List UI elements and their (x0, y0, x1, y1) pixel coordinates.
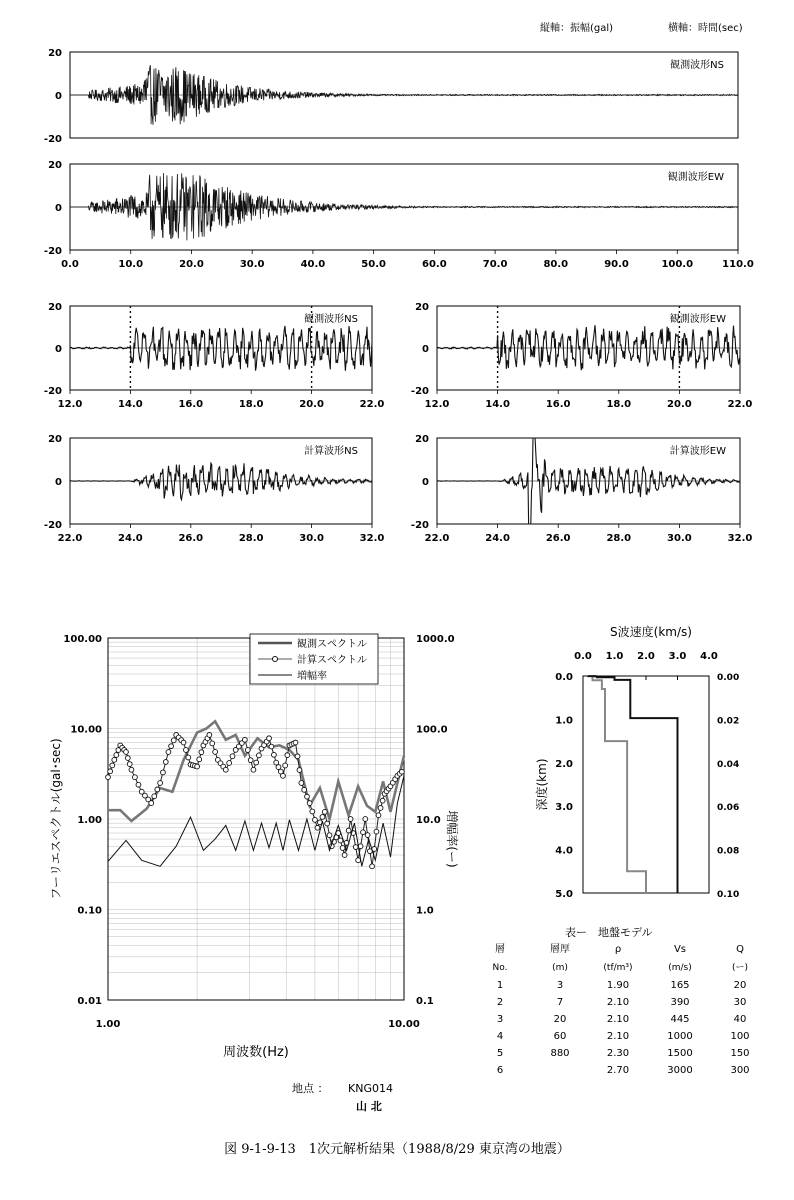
y-tick-label: 0 (55, 91, 62, 102)
x-tick-label: 50.0 (361, 259, 386, 270)
calculated-spectrum-point (108, 769, 113, 774)
y-tick-label: 20 (415, 302, 429, 313)
calculated-spectrum-point (242, 737, 247, 742)
calculated-spectrum-point (166, 750, 171, 755)
x-tick-label: 24.0 (118, 533, 143, 544)
x-tick-label: 22.0 (359, 399, 385, 410)
table-header: 層厚 (550, 944, 570, 955)
table-cell: 2.70 (606, 1065, 630, 1076)
waveform-line (70, 173, 738, 240)
waveform-panel (44, 434, 384, 544)
waveform-title: 計算波形EW (669, 446, 726, 457)
x-tick-label: 30.0 (239, 259, 265, 270)
calculated-spectrum-point (127, 762, 132, 767)
calculated-spectrum-point (125, 756, 130, 761)
y2-tick-label: 100.0 (416, 724, 448, 736)
calculated-spectrum-point (399, 769, 404, 774)
x-tick-label: 18.0 (238, 399, 264, 410)
table-cell: 2.10 (606, 1031, 630, 1042)
x-tick-label: 32.0 (359, 533, 385, 544)
calculated-spectrum-point (169, 744, 174, 749)
table-cell: 5 (496, 1048, 504, 1059)
waveform-title: 観測波形EW (669, 314, 726, 325)
calculated-spectrum-point (310, 809, 315, 814)
x-tick-label: 10.0 (118, 259, 144, 270)
calculated-spectrum-point (276, 765, 281, 770)
waveform-panel (44, 302, 384, 410)
x-tick-label: 30.0 (299, 533, 324, 544)
calculated-spectrum-point (149, 801, 154, 806)
calculated-spectrum-point (245, 748, 250, 753)
calculated-spectrum-point (133, 775, 138, 780)
calculated-spectrum-point (155, 787, 160, 792)
table-unit: (tf/m³) (603, 963, 633, 973)
x-tick-label: 60.0 (422, 259, 447, 270)
legend-label: 計算スペクトル (297, 655, 367, 666)
calculated-spectrum-point (353, 845, 358, 850)
table-unit: (ー) (731, 963, 749, 973)
legend-label: 観測スペクトル (297, 639, 367, 650)
table-cell: 150 (730, 1048, 750, 1059)
calculated-spectrum-point (363, 817, 368, 822)
waveform-title: 計算波形NS (304, 446, 358, 457)
table-cell: 1 (496, 980, 504, 991)
axis-note-horizontal: 横軸：時間(sec) (668, 23, 743, 34)
calculated-spectrum-point (210, 741, 215, 746)
calculated-spectrum-point (320, 815, 325, 820)
table-cell: 60 (553, 1031, 567, 1042)
x-tick-label: 22.0 (424, 533, 450, 544)
calculated-spectrum-point (293, 740, 298, 745)
calculated-spectrum-point (267, 736, 272, 741)
calculated-spectrum-point (223, 767, 228, 772)
y-tick-label: 0 (422, 477, 429, 488)
table-cell: 2.30 (606, 1048, 630, 1059)
x-tick-label: 28.0 (606, 533, 632, 544)
x-tick-label: 20.0 (667, 399, 692, 410)
table-cell: 1000 (667, 1031, 693, 1042)
spectrum-panel (49, 634, 460, 1060)
table-header: Q (736, 944, 744, 955)
calculated-spectrum-point (342, 853, 347, 858)
calculated-spectrum-point (285, 753, 290, 758)
velocity-profile-panel (534, 624, 739, 900)
x-tick-label: 10.00 (388, 1019, 420, 1030)
calculated-spectrum-point (307, 801, 312, 806)
y-tick-label: 1.00 (77, 815, 102, 826)
calculated-spectrum-point (230, 754, 235, 759)
x-tick-label: 20.0 (179, 259, 204, 270)
waveform-panel (411, 434, 752, 544)
y-axis-label: 深度(km) (535, 758, 549, 811)
profile-line-gray (593, 676, 647, 893)
y-tick-label: -20 (410, 520, 429, 531)
y-tick-label: 0.10 (77, 905, 102, 917)
x-tick-label: 1.00 (95, 1019, 121, 1030)
calculated-spectrum-point (295, 754, 300, 759)
waveform-panel (44, 48, 738, 145)
y-tick-label: 2.0 (555, 758, 573, 770)
waveform-panel (44, 160, 754, 270)
calculated-spectrum-point (124, 750, 129, 755)
y2-tick-label: 0.08 (717, 846, 740, 857)
table-cell: 1500 (667, 1048, 693, 1059)
calculated-spectrum-point (184, 748, 189, 753)
site-label: 地点 ： (292, 1082, 329, 1095)
y-axis-label: フーリエスペクトル(gal･sec) (49, 738, 63, 900)
y2-tick-label: 0.02 (717, 716, 740, 727)
table-unit: (m/s) (668, 963, 692, 973)
calculated-spectrum-point (297, 768, 302, 773)
table-header: 層 (495, 944, 505, 955)
y-tick-label: 3.0 (555, 802, 573, 814)
calculated-spectrum-point (129, 767, 134, 772)
y-tick-label: 0 (55, 344, 62, 355)
calculated-spectrum-point (327, 833, 332, 838)
table-cell: 30 (733, 997, 747, 1008)
table-header: Vs (673, 944, 687, 955)
calculated-spectrum-point (112, 757, 117, 762)
y2-axis-label: 増幅率(ー) (445, 810, 459, 868)
waveform-title: 観測波形NS (670, 60, 724, 71)
calculated-spectrum-point (380, 798, 385, 803)
calculated-spectrum-point (356, 858, 361, 863)
x-tick-label: 40.0 (300, 259, 326, 270)
calculated-spectrum-point (299, 781, 304, 786)
y-tick-label: -20 (43, 520, 62, 531)
y-tick-label: 20 (415, 434, 429, 445)
legend (250, 634, 378, 684)
calculated-spectrum-point (305, 794, 310, 799)
y-tick-label: 20 (48, 302, 62, 313)
y-tick-label: 10.00 (70, 724, 102, 736)
y-tick-label: -20 (43, 134, 62, 145)
calculated-spectrum-point (251, 767, 256, 772)
y-tick-label: 20 (48, 48, 62, 59)
y-tick-label: 0.01 (77, 996, 102, 1007)
table-cell: 2.10 (606, 1014, 630, 1025)
table-cell: 1.90 (606, 980, 630, 991)
x-tick-label: 0.0 (61, 259, 79, 270)
calculated-spectrum-point (346, 828, 351, 833)
calculated-spectrum-point (110, 763, 115, 768)
calculated-spectrum-point (227, 761, 232, 766)
calculated-spectrum-point (186, 755, 191, 760)
calculated-spectrum-point (207, 732, 212, 737)
calculated-spectrum-point (254, 760, 259, 765)
y-tick-label: 20 (48, 434, 62, 445)
y2-tick-label: 0.06 (717, 803, 740, 814)
calculated-spectrum-point (199, 750, 204, 755)
y-tick-label: 0 (422, 344, 429, 355)
y2-tick-label: 1.0 (416, 905, 434, 917)
site-name: 山 北 (356, 1100, 382, 1113)
x-tick-label: 28.0 (238, 533, 264, 544)
calculated-spectrum-point (274, 760, 279, 765)
x-tick-label: 14.0 (485, 399, 510, 410)
table-unit: No. (492, 963, 508, 973)
waveform-panel (411, 302, 752, 410)
y-tick-label: 5.0 (555, 889, 573, 900)
calculated-spectrum-point (283, 763, 288, 768)
x-tick-label: 22.0 (727, 399, 753, 410)
calculated-spectrum-point (315, 825, 320, 830)
table-cell: 2 (496, 997, 504, 1008)
calculated-spectrum-point (272, 752, 277, 757)
x-tick-label: 70.0 (482, 259, 508, 270)
x-tick-label: 4.0 (700, 651, 718, 662)
x-tick-label: 3.0 (668, 651, 687, 662)
table-header: ρ (614, 944, 622, 955)
table-cell: 390 (670, 997, 690, 1008)
x-tick-label: 30.0 (667, 533, 692, 544)
x-tick-label: 110.0 (722, 259, 754, 270)
x-tick-label: 26.0 (545, 533, 571, 544)
y-tick-label: 0.0 (555, 672, 573, 683)
calculated-spectrum-point (365, 833, 370, 838)
calculated-spectrum-point (378, 806, 383, 811)
table-cell: 3 (556, 980, 564, 991)
calculated-spectrum-point (106, 775, 111, 780)
calculated-spectrum-point (197, 757, 202, 762)
table-cell: 100 (730, 1031, 750, 1042)
calculated-spectrum-point (348, 817, 353, 822)
calculated-spectrum-point (257, 753, 262, 758)
legend-label: 増幅率 (297, 671, 327, 682)
x-tick-label: 90.0 (604, 259, 629, 270)
y2-tick-label: 10.0 (416, 815, 441, 826)
y-tick-label: 20 (48, 160, 62, 171)
calculated-spectrum-point (376, 813, 381, 818)
calculated-spectrum-point (171, 738, 176, 743)
table-cell: 445 (670, 1014, 690, 1025)
calculated-spectrum-point (269, 744, 274, 749)
x-tick-label: 22.0 (57, 533, 83, 544)
x-tick-label: 16.0 (178, 399, 204, 410)
y2-tick-label: 0.1 (416, 996, 434, 1007)
calculated-spectrum-point (374, 829, 379, 834)
waveform-panels (44, 48, 754, 544)
waveform-line (437, 325, 740, 370)
velocity-title: S波速度(km/s) (610, 625, 692, 639)
calculated-spectrum-point (248, 758, 253, 763)
calculated-spectrum-point (281, 773, 286, 778)
waveform-line (70, 65, 738, 125)
calculated-spectrum-point (325, 821, 330, 826)
calculated-spectrum-point (163, 760, 168, 765)
table-caption: 表ー 地盤モデル (565, 926, 653, 939)
y2-tick-label: 0.10 (717, 890, 740, 900)
y-tick-label: -20 (43, 386, 62, 397)
table-cell: 20 (733, 980, 747, 991)
waveform-title: 観測波形NS (304, 314, 358, 325)
y-tick-label: 0 (55, 203, 62, 214)
table-cell: 4 (496, 1031, 504, 1042)
plot-frame (583, 676, 709, 893)
x-tick-label: 12.0 (57, 399, 83, 410)
calculated-spectrum-point (213, 749, 218, 754)
x-tick-label: 20.0 (299, 399, 324, 410)
table-cell: 3 (496, 1014, 504, 1025)
table-body (493, 943, 750, 1076)
calculated-spectrum-point (302, 787, 307, 792)
table-cell: 880 (550, 1048, 570, 1059)
calculated-spectrum-point (161, 770, 166, 775)
legend-swatch (273, 657, 278, 662)
x-tick-label: 100.0 (661, 259, 694, 270)
x-tick-label: 26.0 (178, 533, 204, 544)
waveform-title: 観測波形EW (667, 172, 724, 183)
x-tick-label: 2.0 (637, 651, 655, 662)
figure-caption: 図 9-1-9-13 1次元解析結果（1988/8/29 東京湾の地震） (224, 1142, 570, 1157)
calculated-spectrum-point (361, 830, 366, 835)
x-tick-label: 16.0 (545, 399, 571, 410)
table-cell: 3000 (667, 1065, 693, 1076)
x-tick-label: 24.0 (485, 533, 510, 544)
table-cell: 7 (556, 997, 564, 1008)
calculated-spectrum-point (181, 740, 186, 745)
x-tick-label: 32.0 (727, 533, 753, 544)
x-tick-label: 14.0 (118, 399, 143, 410)
calculated-spectrum-point (340, 846, 345, 851)
waveform-line (70, 326, 372, 371)
x-tick-label: 1.0 (605, 651, 624, 662)
table-cell: 165 (670, 980, 690, 991)
table-cell: 40 (733, 1014, 747, 1025)
x-tick-label: 18.0 (606, 399, 632, 410)
x-tick-label: 0.0 (574, 651, 592, 662)
site-code: KNG014 (348, 1082, 393, 1095)
calculated-spectrum-point (195, 764, 200, 769)
y2-tick-label: 0.04 (717, 759, 740, 770)
x-tick-label: 80.0 (543, 259, 569, 270)
table-cell: 2.10 (606, 997, 630, 1008)
x-tick-label: 12.0 (424, 399, 450, 410)
calculated-spectrum-point (152, 794, 157, 799)
y-tick-label: 1.0 (555, 715, 573, 727)
ground-model-table (493, 925, 750, 1076)
x-axis-label: 周波数(Hz) (223, 1045, 289, 1060)
calculated-spectrum-point (136, 782, 141, 787)
y-tick-label: -20 (410, 386, 429, 397)
profile-line-black (588, 676, 677, 893)
calculated-spectrum-point (338, 838, 343, 843)
calculated-spectrum-point (114, 753, 119, 758)
y2-tick-label: 0.00 (717, 673, 740, 683)
calculated-spectrum-point (313, 817, 318, 822)
table-cell: 20 (553, 1014, 567, 1025)
y-tick-label: 0 (55, 477, 62, 488)
observed-spectrum-line (108, 721, 404, 821)
y2-tick-label: 1000.0 (416, 634, 455, 645)
y-tick-label: 4.0 (555, 845, 573, 857)
calculated-spectrum-point (158, 781, 163, 786)
calculated-spectrum-point (370, 864, 375, 869)
waveform-line (70, 463, 372, 500)
calculated-spectrum-point (322, 809, 327, 814)
y-tick-label: 100.00 (63, 634, 102, 645)
y-tick-label: -20 (43, 246, 62, 257)
table-cell: 300 (730, 1065, 750, 1076)
table-cell: 6 (496, 1065, 504, 1076)
table-unit: (m) (552, 963, 568, 973)
axis-note-vertical: 縦軸：振幅(gal) (540, 23, 614, 34)
